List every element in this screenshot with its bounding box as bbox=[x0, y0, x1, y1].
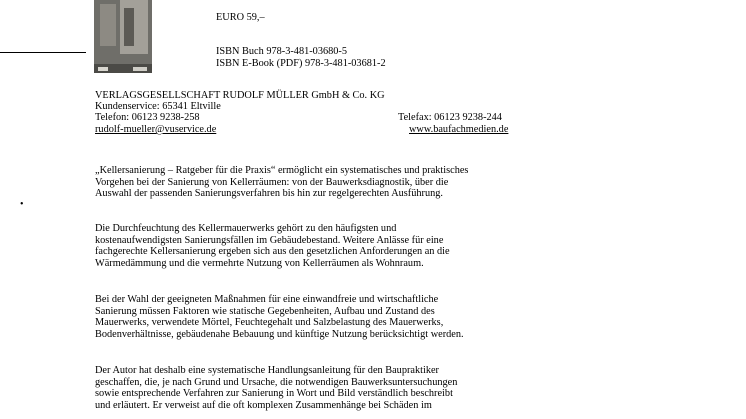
customer-service: Kundenservice: 65341 Eltville bbox=[95, 101, 221, 112]
paragraph-3 bbox=[95, 294, 565, 340]
divider-line bbox=[0, 52, 86, 53]
bullet-mark: • bbox=[20, 199, 24, 210]
paragraph-line: Sanierung müssen Faktoren wie statische Gegebenheiten, Aufbau und Zustand des bbox=[95, 305, 435, 317]
paragraph-2 bbox=[95, 223, 565, 269]
paragraph-1 bbox=[95, 165, 565, 200]
paragraph-line: Bei der Wahl der geeigneten Maßnahmen für eine einwandfreie und wirtschaftliche bbox=[95, 294, 439, 305]
publisher-name: VERLAGSGESELLSCHAFT RUDOLF MÜLLER GmbH & Co. KG bbox=[95, 90, 385, 101]
book-cover-image bbox=[94, 0, 152, 73]
paragraph-line: Bodenverhältnisse, gebäudenahe Bebauung und künftige Nutzung berücksichtigt werden. bbox=[95, 328, 464, 340]
paragraph-line: fachgerechte Kellersanierung ergeben sich aus den gesetzlichen Anforderungen an die bbox=[95, 246, 450, 258]
paragraph-line: Auswahl der passenden Sanierungsverfahren bis hin zur regelgerechten Ausführung. bbox=[95, 188, 443, 200]
paragraph-line: „Kellersanierung – Ratgeber für die Praxis“ ermöglicht ein systematisches und praktisches bbox=[95, 165, 469, 176]
phone: Telefon: 06123 9238-258 bbox=[95, 112, 200, 123]
paragraph-line: Die Durchfeuchtung des Kellermauerwerks gehört zu den häufigsten und bbox=[95, 223, 397, 234]
paragraph-line: geschaffen, die, je nach Grund und Ursache, die notwendigen Bauwerksuntersuchungen bbox=[95, 376, 458, 388]
paragraph-line: Mauerwerks, verwendete Mörtel, Feuchtegehalt und Salzbelastung des Mauerwerks, bbox=[95, 317, 444, 329]
paragraph-4 bbox=[95, 365, 565, 411]
price: EURO 59,– bbox=[216, 12, 265, 23]
paragraph-line: kostenaufwendigsten Sanierungsfällen im Gebäudebestand. Weitere Anlässe für eine bbox=[95, 234, 444, 246]
isbn-print: ISBN Buch 978-3-481-03680-5 bbox=[216, 46, 347, 57]
paragraph-line: und erläutert. Er verweist auf die oft komplexen Zusammenhänge bei Schäden im bbox=[95, 399, 432, 411]
paragraph-line: Der Autor hat deshalb eine systematische Handlungsanleitung für den Baupraktiker bbox=[95, 365, 439, 376]
fax: Telefax: 06123 9238-244 bbox=[398, 112, 502, 123]
paragraph-line: Vorgehen bei der Sanierung von Kellerräumen: von der Bauwerksdiagnostik, über die bbox=[95, 176, 449, 188]
website-link[interactable]: www.baufachmedien.de bbox=[409, 124, 509, 135]
email-link[interactable]: rudolf-mueller@vuservice.de bbox=[95, 124, 217, 135]
paragraph-line: Wärmedämmung und die vermehrte Nutzung von Kellerräumen als Wohnraum. bbox=[95, 257, 424, 269]
isbn-ebook: ISBN E-Book (PDF) 978-3-481-03681-2 bbox=[216, 58, 386, 69]
paragraph-line: sowie entsprechende Verfahren zur Sanierung in Wort und Bild verständlich beschreibt bbox=[95, 388, 453, 400]
